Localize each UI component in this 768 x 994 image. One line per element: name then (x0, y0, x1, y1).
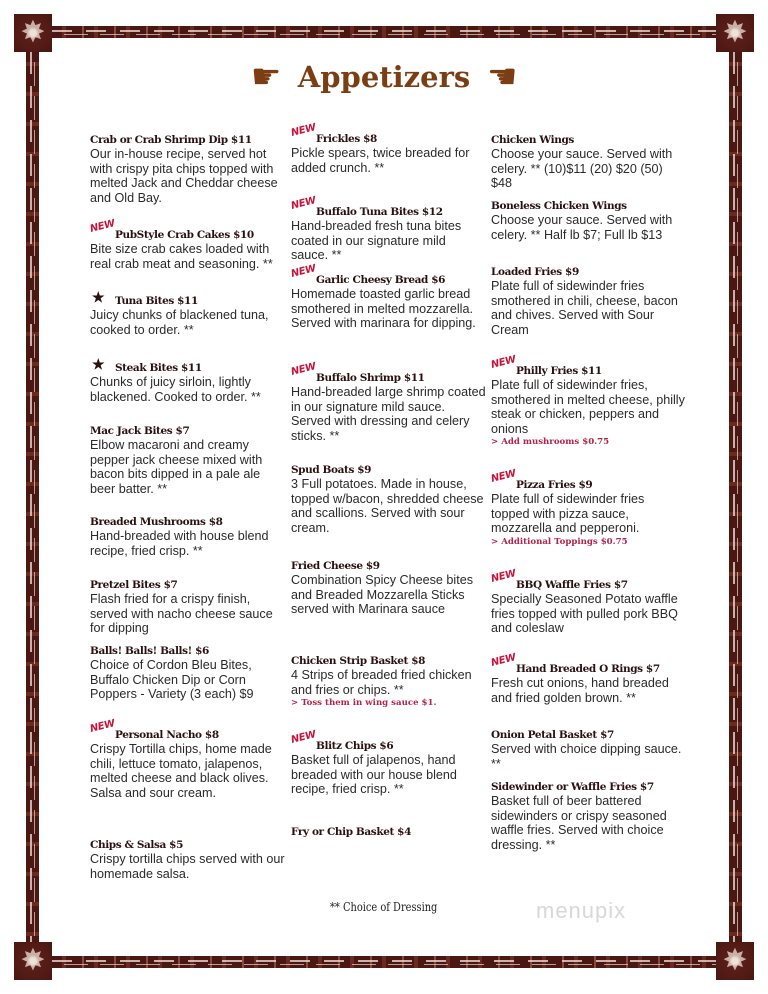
menu-item (291, 559, 486, 617)
new-badge: NEW (489, 568, 517, 585)
item-description: Elbow macaroni and creamy pepper jack cheese mixed with bacon bits dipped in a pale ale beer batter. ** (90, 438, 263, 496)
item-name-text: Blitz Chips $6 (316, 740, 394, 752)
item-description: Hand-breaded with house blend recipe, fried crisp. ** (90, 529, 269, 558)
item-name (289, 122, 486, 146)
item-description: Hand-breaded large shrimp coated in our signature mild sauce. Served with dressing and celery sticks. ** (291, 385, 486, 443)
page-title: Appetizers (297, 60, 471, 94)
border-top (52, 26, 716, 38)
corner-ornament-icon (716, 942, 754, 980)
menu-item (90, 357, 285, 404)
menu-item (491, 199, 686, 242)
item-name (90, 290, 285, 308)
new-badge: NEW (289, 263, 317, 280)
item-name (291, 825, 486, 839)
item-name-text: BBQ Waffle Fries $7 (516, 579, 628, 591)
item-name-text: Breaded Mushrooms $8 (90, 516, 223, 528)
item-name (291, 559, 486, 573)
item-name (90, 515, 285, 529)
item-description: Basket full of jalapenos, hand breaded with our house blend recipe, fried crisp. ** (291, 753, 457, 797)
border-bottom (52, 956, 716, 968)
item-name-text: Sidewinder or Waffle Fries $7 (491, 781, 654, 793)
item-description: Hand-breaded fresh tuna bites coated in our signature mild sauce. ** (291, 219, 462, 263)
item-description: 3 Full potatoes. Made in house, topped w/bacon, shredded cheese and scallions. Served with sour cream. (291, 477, 484, 535)
item-name-text: Chicken Wings (491, 134, 574, 146)
menu-item (489, 354, 686, 449)
new-badge: NEW (489, 354, 517, 371)
watermark: menupix (536, 898, 627, 923)
item-name (291, 654, 486, 668)
item-name-text: Buffalo Shrimp $11 (316, 372, 425, 384)
corner-ornament-icon (14, 14, 52, 52)
menu-item (88, 218, 285, 271)
item-name (491, 133, 686, 147)
item-description: Crispy tortilla chips served with our homemade salsa. (90, 852, 285, 881)
corner-ornament-icon (14, 942, 52, 980)
item-name-text: Loaded Fries $9 (491, 266, 579, 278)
item-name (90, 578, 285, 592)
item-name-text: Philly Fries $11 (516, 365, 602, 377)
item-name (88, 718, 285, 742)
menu-item (90, 838, 285, 881)
item-name (491, 780, 686, 794)
menu-item (491, 265, 686, 337)
item-name-text: Tuna Bites $11 (115, 295, 198, 307)
border-right (729, 52, 742, 942)
menu-item (291, 825, 486, 839)
menu-item (491, 133, 686, 191)
item-description: Choose your sauce. Served with celery. ** Half lb $7; Full lb $13 (491, 213, 673, 242)
item-name-text: Frickles $8 (316, 133, 377, 145)
item-name-text: Fry or Chip Basket $4 (291, 826, 411, 838)
item-name (289, 195, 486, 219)
item-name (90, 133, 285, 147)
item-name-text: Hand Breaded O Rings $7 (516, 663, 660, 675)
new-badge: NEW (289, 122, 317, 139)
new-badge: NEW (289, 195, 317, 212)
item-name-text: Crab or Crab Shrimp Dip $11 (90, 134, 252, 146)
item-description: 4 Strips of breaded fried chicken and fries or chips. ** (291, 668, 472, 697)
item-description: Choose your sauce. Served with celery. ** (10)$11 (20) $20 (50) $48 (491, 147, 673, 191)
item-name-text: Pizza Fries $9 (516, 479, 593, 491)
item-description: Chunks of juicy sirloin, lightly blackened. Cooked to order. ** (90, 375, 261, 404)
item-name (489, 652, 686, 676)
item-name (289, 361, 486, 385)
item-description: Plate full of sidewinder fries topped with pizza sauce, mozzarella and pepperoni. (491, 492, 645, 536)
item-description: Crispy Tortilla chips, home made chili, lettuce tomato, jalapenos, melted cheese and black olives. Salsa and sour cream. (90, 742, 272, 800)
item-name-text: Chips & Salsa $5 (90, 839, 183, 851)
item-name-text: Steak Bites $11 (115, 362, 202, 374)
item-description: Plate full of sidewinder fries, smothered in melted cheese, philly steak or chicken, peppers and onions (491, 378, 685, 436)
menu-item (291, 654, 486, 710)
item-name (90, 644, 285, 658)
menu-item (489, 568, 686, 636)
menu-item (291, 463, 486, 535)
menu-item (90, 578, 285, 636)
item-description: Basket full of beer battered sidewinders or crispy seasoned waffle fries. Served with choice dressing. ** (491, 794, 667, 852)
menu-item (491, 780, 686, 852)
item-name-text: Buffalo Tuna Bites $12 (316, 206, 443, 218)
star-icon: ★ (92, 290, 105, 306)
item-name-text: Pretzel Bites $7 (90, 579, 178, 591)
star-icon: ★ (92, 357, 105, 373)
menu-item (289, 361, 486, 443)
footer-note: ** Choice of Dressing (330, 900, 438, 914)
item-name (291, 463, 486, 477)
item-name (489, 354, 686, 378)
menu-item (88, 718, 285, 800)
item-name (88, 218, 285, 242)
item-description: Flash fried for a crispy finish, served with nacho cheese sauce for dipping (90, 592, 273, 636)
item-name (289, 729, 486, 753)
border-left (26, 52, 39, 942)
pointing-hand-left-icon: ☛ (486, 58, 518, 96)
item-name (489, 468, 686, 492)
item-name-text: Chicken Strip Basket $8 (291, 655, 426, 667)
menu-item (90, 424, 285, 496)
item-addon-note: > Additional Toppings $0.75 (491, 536, 628, 547)
item-description: Choice of Cordon Bleu Bites, Buffalo Chicken Dip or Corn Poppers - Variety (3 each) $9 (90, 658, 254, 702)
item-name (90, 838, 285, 852)
new-badge: NEW (489, 652, 517, 669)
item-description: Combination Spicy Cheese bites and Breaded Mozzarella Sticks served with Marinara sauce (291, 573, 474, 617)
menu-item (489, 468, 686, 549)
menu-item (289, 195, 486, 263)
item-description: Pickle spears, twice breaded for added crunch. ** (291, 146, 470, 175)
menu-item (489, 652, 686, 705)
menu-item (491, 728, 686, 771)
item-name-text: Balls! Balls! Balls! $6 (90, 645, 209, 657)
menu-item (90, 515, 285, 558)
new-badge: NEW (289, 361, 317, 378)
item-name (90, 357, 285, 375)
menu-item (289, 729, 486, 797)
menu-item (90, 290, 285, 337)
menu-item (289, 122, 486, 175)
new-badge: NEW (489, 468, 517, 485)
new-badge: NEW (88, 218, 116, 235)
item-addon-note: > Toss them in wing sauce $1. (291, 698, 437, 709)
item-description: Our in-house recipe, served hot with crispy pita chips topped with melted Jack and Cheddar cheese and Old Bay. (90, 147, 278, 205)
item-name (491, 199, 686, 213)
new-badge: NEW (88, 718, 116, 735)
item-description: Juicy chunks of blackened tuna, cooked to order. ** (90, 308, 269, 337)
item-description: Plate full of sidewinder fries smothered in chili, cheese, bacon and chives. Served with Sour Cream (491, 279, 678, 337)
new-badge: NEW (289, 729, 317, 746)
item-name (90, 424, 285, 438)
item-name (289, 263, 486, 287)
menu-item (90, 644, 285, 702)
item-description: Served with choice dipping sauce. ** (491, 742, 682, 771)
item-name (491, 265, 686, 279)
item-name-text: Mac Jack Bites $7 (90, 425, 190, 437)
item-name-text: Personal Nacho $8 (115, 729, 219, 741)
item-description: Fresh cut onions, hand breaded and fried golden brown. ** (491, 676, 669, 705)
pointing-hand-right-icon: ☛ (250, 58, 282, 96)
item-name-text: PubStyle Crab Cakes $10 (115, 229, 254, 241)
item-name-text: Garlic Cheesy Bread $6 (316, 274, 446, 286)
item-description: Bite size crab cakes loaded with real crab meat and seasoning. ** (90, 242, 273, 271)
item-name-text: Spud Boats $9 (291, 464, 372, 476)
item-name (491, 728, 686, 742)
item-description: Homemade toasted garlic bread smothered in melted mozzarella. Served with marinara for dipping. (291, 287, 476, 331)
item-name-text: Onion Petal Basket $7 (491, 729, 614, 741)
menu-item (289, 263, 486, 331)
item-name-text: Boneless Chicken Wings (491, 200, 627, 212)
menu-item (90, 133, 285, 205)
item-description: Specially Seasoned Potato waffle fries topped with pulled pork BBQ and coleslaw (491, 592, 678, 636)
corner-ornament-icon (716, 14, 754, 52)
item-name (489, 568, 686, 592)
item-name-text: Fried Cheese $9 (291, 560, 380, 572)
section-heading (0, 60, 768, 94)
item-addon-note: > Add mushrooms $0.75 (491, 437, 610, 448)
